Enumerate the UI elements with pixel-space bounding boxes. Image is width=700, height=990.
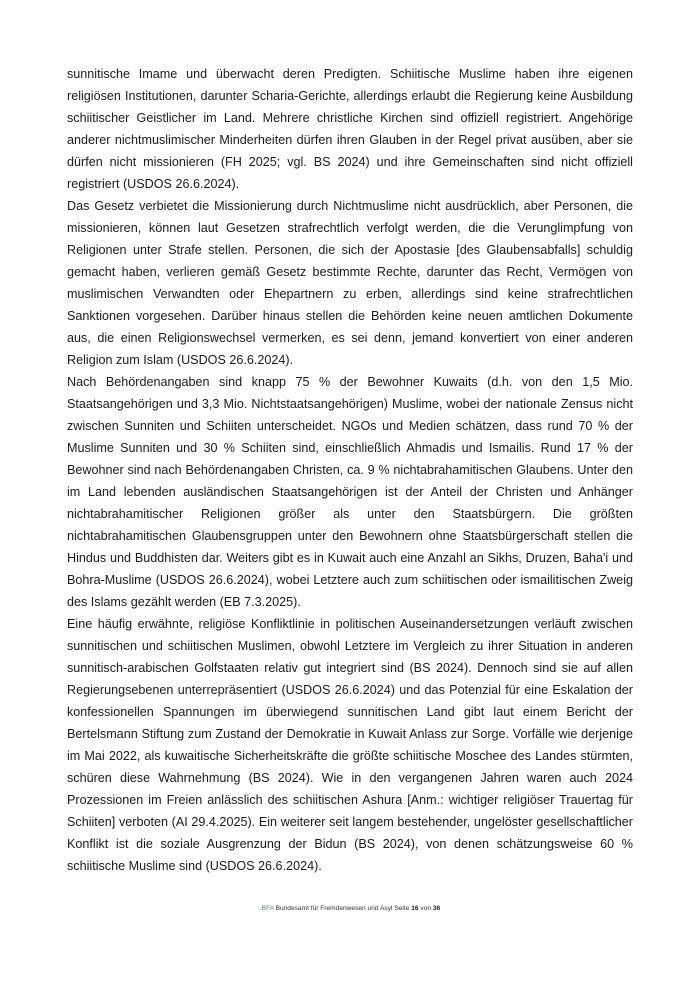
paragraph-religious-institutions: sunnitische Imame und überwacht deren Predigten. Schiitische Muslime haben ihre eigenen religiösen Institutionen, darunter Scharia-Gerichte, allerdings erlaubt die Regierung keine Ausbildung schiitischer Geistlicher im Land. Mehrere christliche Kirchen sind offiziell registriert. Angehörige anderer nichtmuslimischer Minderheiten dürfen ihren Glauben in der Regel privat ausüben, aber sie dürfen nicht missionieren (FH 2025; vgl. BS 2024) und ihre Gemeinschaften sind nicht offiziell registriert (USDOS 26.6.2024).: [67, 67, 633, 191]
paragraph-demographics: Nach Behördenangaben sind knapp 75 % der Bewohner Kuwaits (d.h. von den 1,5 Mio. Staatsangehörigen und 3,3 Mio. Nichtstaatsangehörigen) Muslime, wobei der nationale Zensus nicht zwischen Sunniten und Schiiten unterscheidet. NGOs und Medien schätzen, dass rund 70 % der Muslime Sunniten und 30 % Schiiten sind, einschließlich Ahmadis und Ismailis. Rund 17 % der Bewohner sind nach Behördenangaben Christen, ca. 9 % nichtabrahamitischen Glaubens. Unter den im Land lebenden ausländischen Staatsangehörigen ist der Anteil der Christen und Anhänger nichtabrahamitischer Religionen größer als unter den Staatsbürgern. Die größten nichtabrahamitischen Glaubensgruppen unter den Bewohnern ohne Staatsbürgerschaft stellen die Hindus und Buddhisten dar. Weiters gibt es in Kuwait auch eine Anzahl an Sikhs, Druzen, Baha'i und Bohra-Muslime (USDOS 26.6.2024), wobei Letztere auch zum schiitischen oder ismailitischen Zweig des Islams gezählt werden (EB 7.3.2025).: [67, 375, 633, 609]
agency-name: Bundesamt für Fremdenwesen und Asyl: [275, 905, 393, 912]
bfa-logo-text: .BFA: [259, 905, 274, 912]
page-footer: [0, 904, 700, 914]
document-body: [67, 63, 633, 877]
paragraph-proselytizing-law: Das Gesetz verbietet die Missionierung durch Nichtmuslime nicht ausdrücklich, aber Personen, die missionieren, können laut Gesetzen strafrechtlich verfolgt werden, die die Verunglimpfung von Religionen unter Strafe stellen. Personen, die sich der Apostasie [des Glaubensabfalls] schuldig gemacht haben, verlieren gemäß Gesetz bestimmte Rechte, darunter das Recht, Vermögen von muslimischen Verwandten oder Ehepartnern zu erben, allerdings sind keine strafrechtlichen Sanktionen vorgesehen. Darüber hinaus stellen die Behörden keine neuen amtlichen Dokumente aus, die einen Religionswechsel vermerken, es sei denn, jemand konvertiert von einer anderen Religion zum Islam (USDOS 26.6.2024).: [67, 199, 633, 367]
current-page-number: 16: [411, 905, 419, 912]
page-label: Seite: [394, 905, 410, 912]
total-pages-number: 36: [432, 905, 441, 912]
paragraph-sectarian-conflict: Eine häufig erwähnte, religiöse Konfliktlinie in politischen Auseinandersetzungen verläuft zwischen sunnitischen und schiitischen Muslimen, obwohl Letztere im Vergleich zu ihrer Situation in anderen sunnitisch-arabischen Golfstaaten relativ gut integriert sind (BS 2024). Dennoch sind sie auf allen Regierungsebenen unterrepräsentiert (USDOS 26.6.2024) und das Potenzial für eine Eskalation der konfessionellen Spannungen im überwiegend sunnitischen Land gibt laut einem Bericht der Bertelsmann Stiftung zum Zustand der Demokratie in Kuwait Anlass zur Sorge. Vorfälle wie derjenige im Mai 2022, als kuwaitische Sicherheitskräfte die größte schiitische Moschee des Landes stürmten, schüren diese Wahrnehmung (BS 2024). Wie in den vergangenen Jahren waren auch 2024 Prozessionen im Freien anlässlich des schiitischen Ashura [Anm.: wichtiger religiöser Trauertag für Schiiten] verboten (AI 29.4.2025). Ein weiterer seit langem bestehender, ungelöster gesellschaftlicher Konflikt ist die soziale Ausgrenzung der Bidun (BS 2024), von denen schätzungsweise 60 % schiitische Muslime sind (USDOS 26.6.2024).: [67, 617, 633, 873]
of-label: von: [420, 905, 432, 912]
